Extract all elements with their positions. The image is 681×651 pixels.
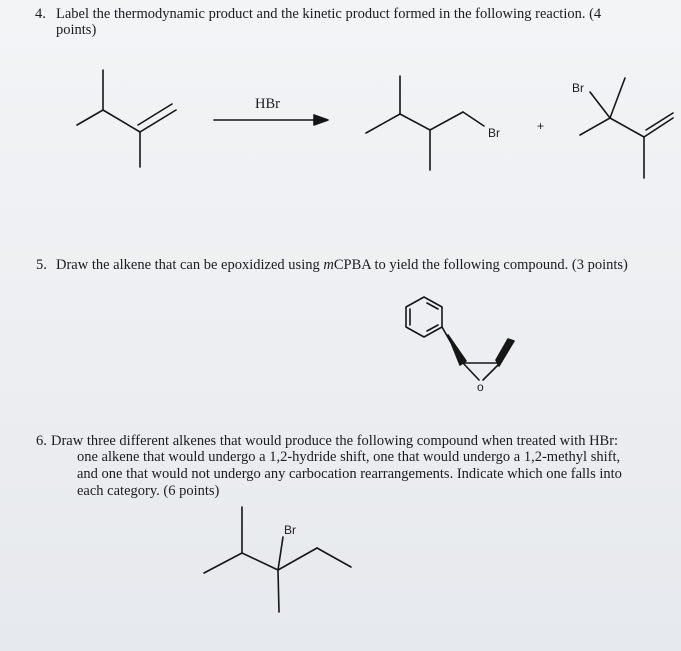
q4-prompt-line1: Label the thermodynamic product and the kinetic product formed in the following reaction. (4 — [56, 6, 602, 22]
q5-text-after: CPBA to yield the following compound. (3 points) — [333, 257, 628, 273]
q6-prompt-line4: each category. (6 points) — [77, 483, 220, 499]
q4-number: 4. — [35, 6, 46, 22]
q5-number: 5. — [36, 257, 47, 273]
q6-prompt-line2: one alkene that would undergo a 1,2-hydride shift, one that would undergo a 1,2-methyl shift, — [77, 449, 621, 465]
product2-bromine-label: Br — [572, 81, 584, 95]
epoxide-oxygen-label: o — [477, 380, 484, 394]
product1-bromine-label: Br — [488, 126, 500, 140]
q5-text-before: Draw the alkene that can be epoxidized using — [56, 257, 324, 273]
plus-sign: + — [537, 119, 545, 133]
q6-number: 6. — [36, 433, 47, 449]
q4-prompt-line2: points) — [56, 22, 97, 38]
q6-prompt-line3: and one that would not undergo any carbocation rearrangements. Indicate which one falls into — [77, 466, 622, 482]
q6-bromine-label: Br — [284, 523, 296, 537]
q5-text-italic: m — [323, 257, 334, 273]
q6-prompt-line1: Draw three different alkenes that would produce the following compound when treated with HBr: — [51, 433, 619, 449]
reagent-label: HBr — [255, 96, 280, 112]
